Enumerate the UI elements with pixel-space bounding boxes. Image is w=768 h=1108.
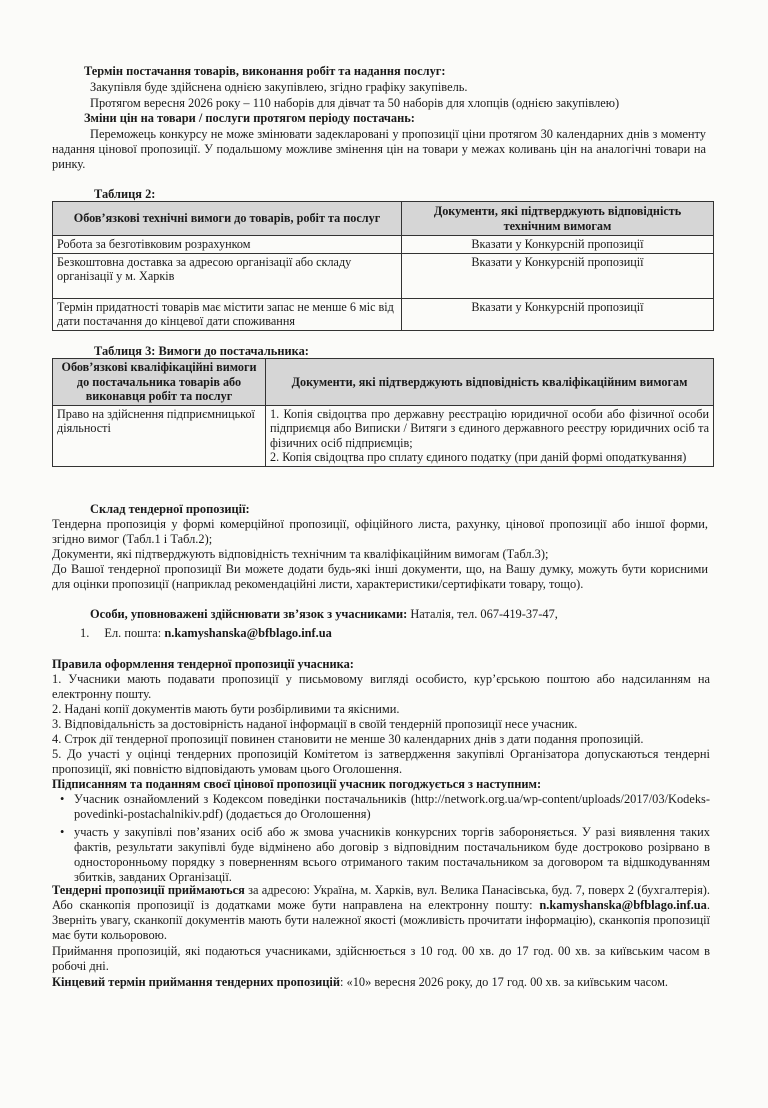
list-item: 3. Відповідальність за достовірність наданої інформації в своїй тендерній пропозиції несе учасник. [52, 717, 578, 731]
acceptance-label: Тендерні пропозиції приймаються [52, 883, 245, 897]
signing-list [52, 792, 710, 885]
list-item: 1. Учасники мають подавати пропозиції у письмовому вигляді особисто, кур’єрською поштою або надсиланням на електронну пошту. [52, 672, 710, 701]
contacts-value: Наталія, тел. 067-419-37-47, [407, 607, 558, 621]
list-item [52, 825, 710, 885]
contacts-email-line [80, 626, 332, 641]
table2-cell: Безкоштовна доставка за адресою організації або складу організації у м. Харків [53, 253, 402, 298]
table3-header-documents: Документи, які підтверджують відповідність кваліфікаційним вимогам [266, 359, 714, 406]
contacts-line [90, 607, 558, 622]
delivery-heading: Термін постачання товарів, виконання робіт та надання послуг: [84, 64, 446, 78]
composition-p2: Документи, які підтверджують відповідність технічним та кваліфікаційним вимогам (Табл.3); [52, 547, 549, 561]
delivery-line-1: Закупівля буде здійснена однією закупівлею, згідно графіку закупівель. [90, 80, 468, 94]
bullet-icon: • [60, 792, 65, 806]
table2-cell: Вказати у Конкурсній пропозиції [402, 298, 714, 330]
delivery-line-2: Протягом вересня 2026 року – 110 наборів для дівчат та 50 наборів для хлопців (однією закупівлею) [90, 96, 620, 110]
table-row [53, 405, 714, 466]
list-item: 5. До участі у оцінці тендерних пропозицій Комітетом із затвердження закупівлі Організатора допускаються тендерні пропозиції, які повністю відповідають умовам цього Оголошення. [52, 747, 710, 776]
table2-cell: Робота за безготівковим розрахунком [53, 236, 402, 254]
list-item [52, 792, 710, 822]
acceptance-email-link[interactable]: n.kamyshanska@bfblago.inf.ua [539, 898, 707, 912]
list-item: 4. Строк дії тендерної пропозиції повинен становити не менше 30 календарних днів з дати подання пропозицій. [52, 732, 644, 746]
table2-cell: Вказати у Конкурсній пропозиції [402, 253, 714, 298]
table2-cell: Вказати у Конкурсній пропозиції [402, 236, 714, 254]
table3-caption: Таблиця 3: Вимоги до постачальника: [94, 344, 309, 358]
table-row [53, 298, 714, 330]
contacts-email-link[interactable]: n.kamyshanska@bfblago.inf.ua [164, 626, 332, 640]
deadline-paragraph [52, 975, 710, 990]
table3-doc-2: 2. Копія свідоцтва про сплату єдиного податку (при даній формі оподаткування) [270, 450, 687, 464]
table2-header-requirements: Обов’язкові технічні вимоги до товарів, робіт та послуг [53, 202, 402, 236]
table3-cell: Право на здійснення підприємницької діяльності [53, 405, 266, 466]
composition-p3: До Вашої тендерної пропозиції Ви можете додати будь-які інші документи, що, на Вашу думку, можуть бути корисними для оцінки пропозиції (наприклад рекомендаційні листи, характеристики/сертифікати товару, тощо). [52, 562, 708, 591]
table3-cell [266, 405, 714, 466]
contacts-label: Особи, уповноважені здійснювати зв’язок з учасниками: [90, 607, 408, 621]
table-row [53, 253, 714, 298]
table2-caption: Таблиця 2: [94, 187, 156, 201]
table3 [52, 358, 714, 467]
deadline-text: : «10» вересня 2026 року, до 17 год. 00 хв. за київським часом. [339, 975, 669, 989]
signing-bullet-2: участь у закупівлі пов’язаних осіб або ж змова учасників конкурсних торгів забороняється. У разі виявлення таких фактів, результати закупівлі буде відмінено або договір з відповідним постачальником буде достроково розірвано в односторонньому порядку з поверненням всього отриманого таким постачальником за договором та відшкодуванням збитків, завданих Організації. [74, 825, 710, 884]
table2-header-documents: Документи, які підтверджують відповідність технічним вимогам [402, 202, 714, 236]
acceptance-text-2: . Зверніть увагу, сканкопії документів мають бути належної якості (можливість прочитати інформацію), сканкопія пропозиції має бути кольоровою. [52, 898, 710, 942]
rules-heading: Правила оформлення тендерної пропозиції учасника: [52, 657, 354, 671]
price-change-text: Переможець конкурсу не може змінювати задекларовані у пропозиції ціни протягом 30 календарних днів з моменту надання цінової пропозиції. У подальшому можливе змінення цін на товари у межах коливань цін на аналогічні товари на ринку. [52, 127, 706, 171]
deadline-label: Кінцевий термін приймання тендерних пропозицій [52, 975, 340, 989]
signing-heading: Підписанням та поданням своєї цінової пропозиції учасник погоджується з наступним: [52, 777, 542, 791]
signing-bullet-1: Учасник ознайомлений з Кодексом поведінки постачальників (http://network.org.ua/wp-content/uploads/2017/03/Kodeks-povedinki-postachalnikiv.pdf) (додається до Оголошення) [74, 792, 710, 821]
table2 [52, 201, 714, 331]
table3-doc-1: 1. Копія свідоцтва про державну реєстрацію юридичної особи або фізичної особи підприємця або Виписки / Витяги з єдиного державного реєстру юридичних осіб та фізичних осіб підприємців; [270, 406, 709, 450]
contacts-email-label: Ел. пошта: [104, 626, 165, 640]
acceptance-paragraph [52, 883, 710, 943]
table-row [53, 236, 714, 254]
acceptance-hours: Приймання пропозицій, які подаються учасниками, здійснюється з 10 год. 00 хв. до 17 год. 00 хв. за київським часом в робочі дні. [52, 944, 710, 973]
contacts-email-number: 1. [80, 626, 90, 640]
acceptance-text: за адресою: Україна, м. Харків, вул. Велика Панасівська, буд. 7, поверх 2 (бухгалтерія). Або сканкопія пропозиції із додатками може бути направлена на електронну пошту: [52, 883, 710, 912]
composition-heading: Склад тендерної пропозиції: [90, 502, 250, 516]
table3-header-requirements: Обов’язкові кваліфікаційні вимоги до постачальника товарів або виконавця робіт та послуг [53, 359, 266, 406]
list-item: 2. Надані копії документів мають бути розбірливими та якісними. [52, 702, 400, 716]
table2-cell: Термін придатності товарів має містити запас не менше 6 міс від дати постачання до кінцевої дати споживання [53, 298, 402, 330]
bullet-icon: • [60, 825, 65, 839]
rules-list [52, 672, 710, 777]
composition-p1: Тендерна пропозиція у формі комерційної пропозиції, офіційного листа, рахунку, цінової пропозиції або іншої форми, згідно вимог (Табл.1 і Табл.2); [52, 517, 708, 546]
price-change-heading: Зміни цін на товари / послуги протягом періоду постачань: [84, 111, 415, 125]
